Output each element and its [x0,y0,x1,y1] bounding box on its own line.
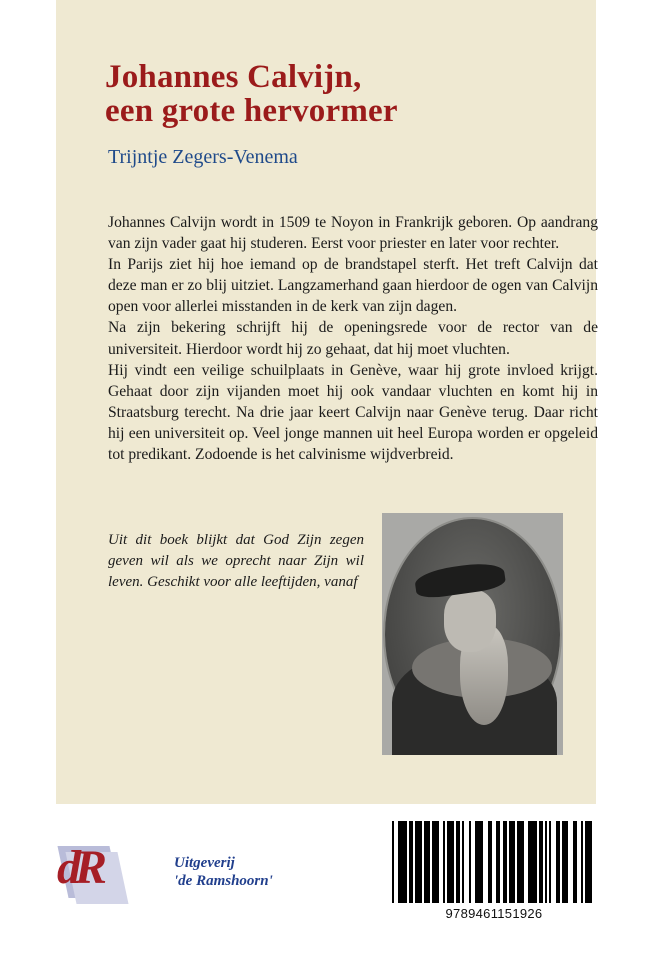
barcode-bar [398,821,407,903]
logo-dr-mark-icon: dR [57,841,102,894]
title-line-2: een grote hervormer [105,93,398,129]
portrait-face [444,590,496,652]
blurb-paragraph: Johannes Calvijn wordt in 1509 te Noyon in Frankrijk geboren. Op aandrang van zijn vader gaat hij studeren. Eerst voor priester en later voor rechter. [108,214,598,253]
portrait-image [382,513,563,755]
publisher-line-2: 'de Ramshoorn' [174,873,273,889]
blurb-paragraph: Hij vindt een veilige schuilplaats in Genève, waar hij grote invloed krijgt. Gehaat door zijn vijanden moet hij ook vandaar vluchten en komt hij in Straatsburg terecht. Na drie jaar keert Calvijn naar Genève terug. Daar richt hij een universiteit op. Veel jonge mannen uit heel Europa worden er opgeleid tot predikant. Zodoende is het calvinisme wijdverbreid. [108,361,598,464]
title-line-1: Johannes Calvijn, [105,59,362,95]
publisher-logo [57,841,287,906]
book-title [105,60,398,128]
blurb-paragraph: In Parijs ziet hij hoe iemand op de brandstapel sterft. Het treft Calvijn dat deze man er zo blij uitziet. Langzamerhand gaan hierdoor de ogen van Calvijn open voor allerlei misstanden in de kerk van zijn dagen. [108,256,598,316]
blurb-quote: Uit dit boek blijkt dat God Zijn zegen geven wil als we oprecht naar Zijn wil leven. Geschikt voor alle leeftijden, vanaf [108,532,364,590]
isbn-number: 9789461151926 [445,906,543,921]
publisher-name [174,854,273,890]
barcode-bar [592,821,596,903]
blurb-paragraph: Na zijn bekering schrijft hij de openingsrede voor de rector van de universiteit. Hierdoor wordt hij zo gehaat, dat hij moet vluchten. [108,319,598,358]
barcode-bar [475,821,484,903]
isbn-barcode [392,821,596,903]
blurb [108,212,598,465]
publisher-line-1: Uitgeverij [174,855,235,871]
barcode-bar [528,821,537,903]
author-name: Trijntje Zegers-Venema [108,146,298,168]
